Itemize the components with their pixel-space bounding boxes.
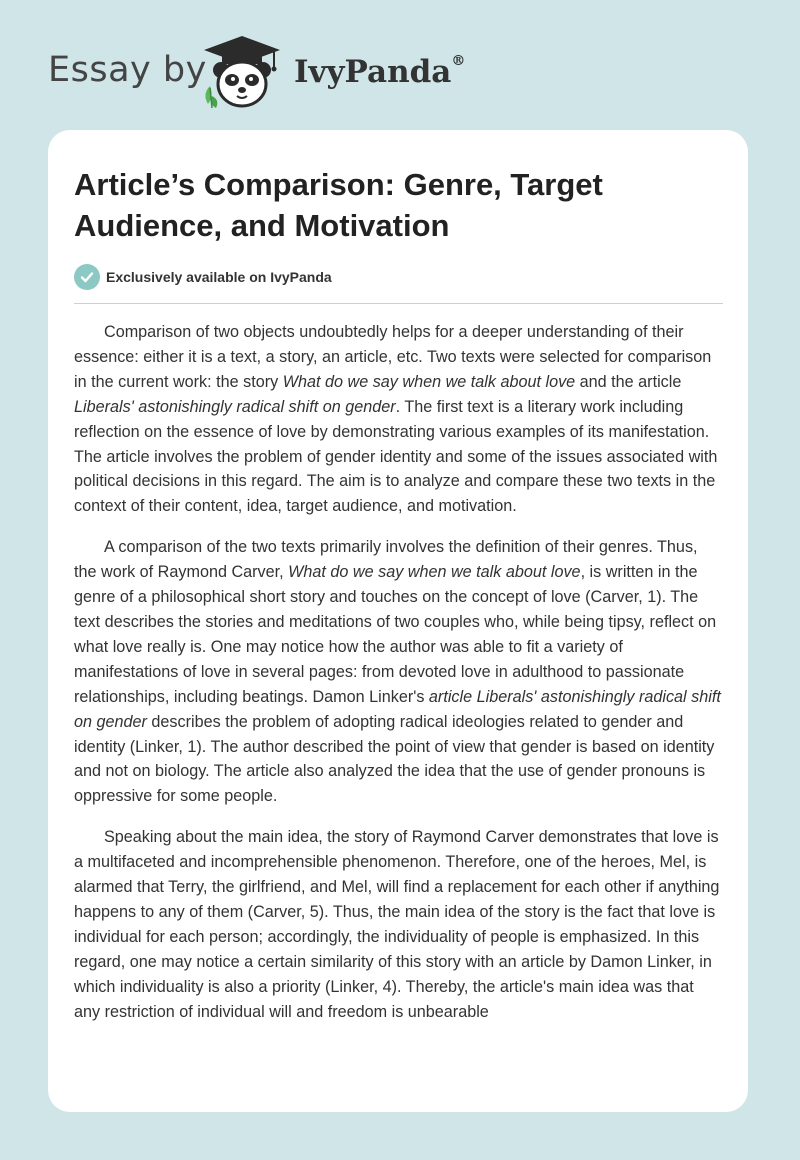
article-card (48, 130, 748, 1112)
brand-name[interactable]: IvyPanda® (294, 52, 466, 90)
page-title: Article’s Comparison: Genre, Target Audience, and Motivation (74, 167, 603, 243)
site-header (48, 30, 508, 110)
paragraph: A comparison of the two texts primarily involves the definition of their genres. Thus, the work of Raymond Carver, What do we say when we talk about love, is written in the genre of a philosophical short story and touches on the concept of love (Carver, 1). The text describes the stories and meditations of two couples who, while being tipsy, reflect on what love really is. One may notice how the author was able to fit a variety of manifestations of love in several pages: from devoted love in adulthood to passionate relationships, including beatings. Damon Linker's article Liberals' astonishingly radical shift on gender describes the problem of adopting radical ideologies related to gender and identity (Linker, 1). The author described the point of view that gender is based on identity and not on biology. The article also analyzed the idea that the use of gender pronouns is oppressive for some people. (74, 538, 721, 806)
exclusive-badge (74, 264, 332, 290)
article-body (74, 320, 724, 1040)
essay-by-label: Essay by (48, 50, 207, 90)
exclusive-badge-text: Exclusively available on IvyPanda (106, 269, 332, 285)
divider (74, 303, 723, 304)
check-icon (74, 264, 100, 290)
paragraph: Speaking about the main idea, the story of Raymond Carver demonstrates that love is a multifaceted and incomprehensible phenomenon. Therefore, one of the heroes, Mel, is alarmed that Terry, the girlfriend, and Mel, will find a replacement for each other if anything happens to any of them (Carver, 5). Thus, the main idea of the story is the fact that love is individual for each person; accordingly, the individuality of people is emphasized. In this regard, one may notice a certain similarity of this story with an article by Damon Linker, in which individuality is also a priority (Linker, 4). Thereby, the article's main idea was that any restriction of individual will and freedom is unbearable (74, 828, 720, 1021)
paragraph: Comparison of two objects undoubtedly helps for a deeper understanding of their essence: either it is a text, a story, an article, etc. Two texts were selected for comparison in the current work: the story What do we say when we talk about love and the article Liberals' astonishingly radical shift on gender. The first text is a literary work including reflection on the essence of love by demonstrating various examples of its manifestation. The article involves the problem of gender identity and some of the issues associated with political decisions in this regard. The aim is to analyze and compare these two texts in the context of their content, idea, target audience, and motivation. (74, 323, 718, 516)
panda-logo-icon[interactable] (200, 34, 284, 110)
